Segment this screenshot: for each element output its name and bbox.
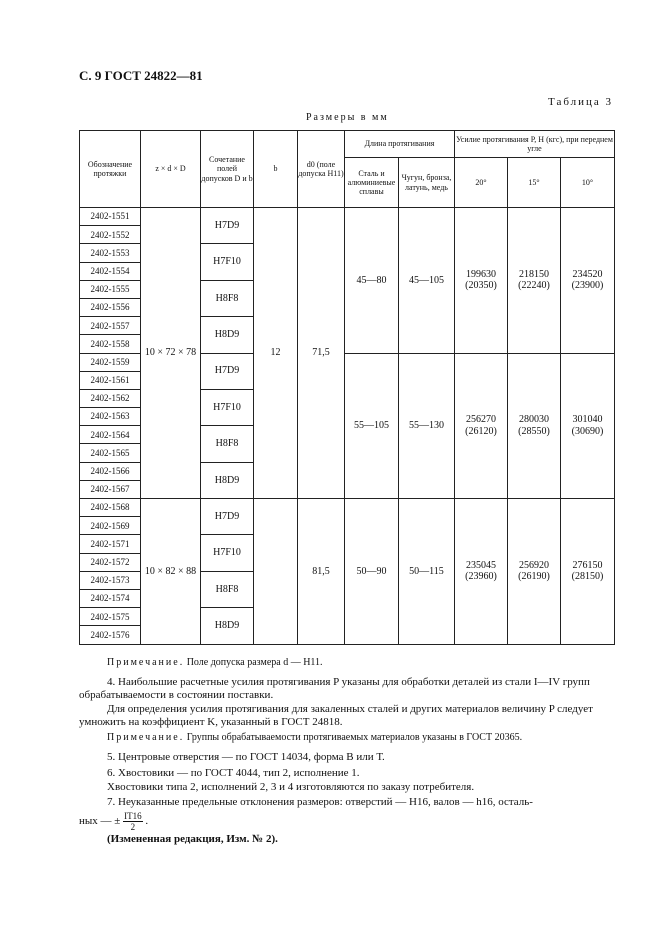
force-15-cell <box>508 208 561 354</box>
force-15-cell <box>508 499 561 645</box>
fraction-numerator: IT16 <box>124 811 142 821</box>
col-b: b <box>254 131 298 208</box>
d0-cell: 81,5 <box>298 499 345 645</box>
force-10-value: 276150 <box>572 559 603 571</box>
length-steel-cell: 50—90 <box>345 499 399 645</box>
paragraph-6: 6. Хвостовики — по ГОСТ 4044, тип 2, исполнение 1. <box>107 767 360 779</box>
row-designation: 2402-1558 <box>80 335 141 353</box>
note-1-label: Примечание. <box>107 657 185 668</box>
row-designation: 2402-1569 <box>80 517 141 535</box>
paragraph-4b: Для определения усилия протягивания для закаленных сталей и других материалов величину P следует умножить на коэффициент K, указанный в ГОСТ 24818. <box>79 703 593 728</box>
force-10-kgf: (28150) <box>571 571 604 583</box>
row-designation: 2402-1552 <box>80 226 141 244</box>
page-header: С. 9 ГОСТ 24822—81 <box>79 68 203 83</box>
col-angle-20: 20° <box>455 158 508 208</box>
col-d0: d0 (поле допуска H11) <box>298 131 345 208</box>
force-10-cell <box>561 499 615 645</box>
zdD-cell: 10 × 72 × 78 <box>141 208 201 499</box>
force-10-kgf: (30690) <box>571 425 604 437</box>
units-caption: Размеры в мм <box>306 112 389 123</box>
row-designation: 2402-1562 <box>80 389 141 407</box>
fraction <box>123 811 143 832</box>
b-cell: 12 <box>254 208 298 499</box>
b-cell-empty <box>254 499 298 645</box>
force-10-cell <box>561 353 615 499</box>
tolerance-cell: H8D9 <box>201 462 254 498</box>
paragraph-7b: ных — ± <box>79 815 121 828</box>
fraction-denominator: 2 <box>130 822 136 832</box>
paragraph-6b: Хвостовики типа 2, исполнений 2, 3 и 4 изготовляются по заказу потребителя. <box>107 781 475 793</box>
row-designation: 2402-1571 <box>80 535 141 553</box>
col-length-cast: Чугун, бронза, латунь, медь <box>399 158 455 208</box>
force-15-kgf: (28550) <box>518 425 550 437</box>
force-10-value: 301040 <box>572 414 603 426</box>
paragraph-7-cont <box>79 811 614 832</box>
row-designation: 2402-1565 <box>80 444 141 462</box>
row-designation: 2402-1557 <box>80 317 141 335</box>
force-20-cell <box>455 353 508 499</box>
tolerance-cell: H7F10 <box>201 535 254 571</box>
row-designation: 2402-1564 <box>80 426 141 444</box>
col-angle-10: 10° <box>561 158 615 208</box>
paragraph-5: 5. Центровые отверстия — по ГОСТ 14034, форма В или Т. <box>107 751 385 763</box>
tolerance-cell: H8D9 <box>201 317 254 353</box>
length-steel-cell: 45—80 <box>345 208 399 354</box>
col-angle-15: 15° <box>508 158 561 208</box>
length-cast-cell: 50—115 <box>399 499 455 645</box>
row-designation: 2402-1561 <box>80 371 141 389</box>
row-designation: 2402-1551 <box>80 208 141 226</box>
row-designation: 2402-1574 <box>80 589 141 607</box>
note-1-text: Поле допуска размера d — H11. <box>186 657 323 668</box>
row-designation: 2402-1559 <box>80 353 141 371</box>
length-steel-cell: 55—105 <box>345 353 399 499</box>
note-2 <box>79 731 614 744</box>
table-row <box>80 499 615 517</box>
row-designation: 2402-1553 <box>80 244 141 262</box>
force-20-value: 199630 <box>466 268 496 280</box>
force-10-cell <box>561 208 615 354</box>
force-15-kgf: (22240) <box>518 280 550 292</box>
row-designation: 2402-1572 <box>80 553 141 571</box>
row-designation: 2402-1573 <box>80 571 141 589</box>
length-cast-cell: 45—105 <box>399 208 455 354</box>
force-15-kgf: (26190) <box>518 571 550 583</box>
row-designation: 2402-1575 <box>80 608 141 626</box>
row-designation: 2402-1554 <box>80 262 141 280</box>
tolerance-cell: H7D9 <box>201 499 254 535</box>
paragraph-4a: 4. Наибольшие расчетные усилия протягивания P указаны для обработки деталей из стали I—IV групп обрабатываемости в состоянии поставки. <box>79 676 590 701</box>
paragraph-7: 7. Неуказанные предельные отклонения размеров: отверстий — H16, валов — h16, осталь- <box>107 796 533 808</box>
force-15-value: 280030 <box>519 414 549 426</box>
table-label: Таблица 3 <box>548 96 614 108</box>
zdD-cell: 10 × 82 × 88 <box>141 499 201 645</box>
tolerance-cell: H8D9 <box>201 608 254 644</box>
row-designation: 2402-1568 <box>80 499 141 517</box>
note-1 <box>79 656 614 669</box>
col-length-steel: Сталь и алюминиевые сплавы <box>345 158 399 208</box>
force-20-kgf: (26120) <box>465 425 497 437</box>
row-designation: 2402-1576 <box>80 626 141 644</box>
force-20-value: 235045 <box>466 559 496 571</box>
col-designation: Обозначение протяжки <box>80 131 141 208</box>
col-tolerance: Сочетание полей допусков D и b <box>201 131 254 208</box>
col-force-group: Усилие протягивания P, Н (кгс), при переднем угле <box>455 131 615 158</box>
col-zdD: z × d × D <box>141 131 201 208</box>
col-length-group: Длина протягивания <box>345 131 455 158</box>
note-2-text: Группы обрабатываемости протягиваемых материалов указаны в ГОСТ 20365. <box>186 732 523 743</box>
tolerance-cell: H8F8 <box>201 280 254 316</box>
tolerance-cell: H8F8 <box>201 426 254 462</box>
note-2-label: Примечание. <box>107 732 185 743</box>
force-20-kgf: (20350) <box>465 280 497 292</box>
row-designation: 2402-1563 <box>80 408 141 426</box>
force-20-cell <box>455 499 508 645</box>
length-cast-cell: 55—130 <box>399 353 455 499</box>
force-20-kgf: (23960) <box>465 571 497 583</box>
row-designation: 2402-1555 <box>80 280 141 298</box>
tolerance-cell: H7D9 <box>201 353 254 389</box>
row-designation: 2402-1566 <box>80 462 141 480</box>
force-20-value: 256270 <box>466 414 496 426</box>
tolerance-cell: H7D9 <box>201 208 254 244</box>
force-20-cell <box>455 208 508 354</box>
tolerance-cell: H8F8 <box>201 571 254 607</box>
tolerance-cell: H7F10 <box>201 389 254 425</box>
force-15-value: 218150 <box>519 268 549 280</box>
row-designation: 2402-1567 <box>80 480 141 498</box>
table-row <box>80 208 615 226</box>
force-10-kgf: (23900) <box>571 280 604 292</box>
force-15-cell <box>508 353 561 499</box>
paragraph-7c: . <box>145 815 149 828</box>
force-15-value: 256920 <box>519 559 549 571</box>
d0-cell: 71,5 <box>298 208 345 499</box>
tolerance-cell: H7F10 <box>201 244 254 280</box>
force-10-value: 234520 <box>572 268 603 280</box>
amended-edition: (Измененная редакция, Изм. № 2). <box>107 833 278 845</box>
broach-table <box>79 130 615 645</box>
row-designation: 2402-1556 <box>80 298 141 316</box>
